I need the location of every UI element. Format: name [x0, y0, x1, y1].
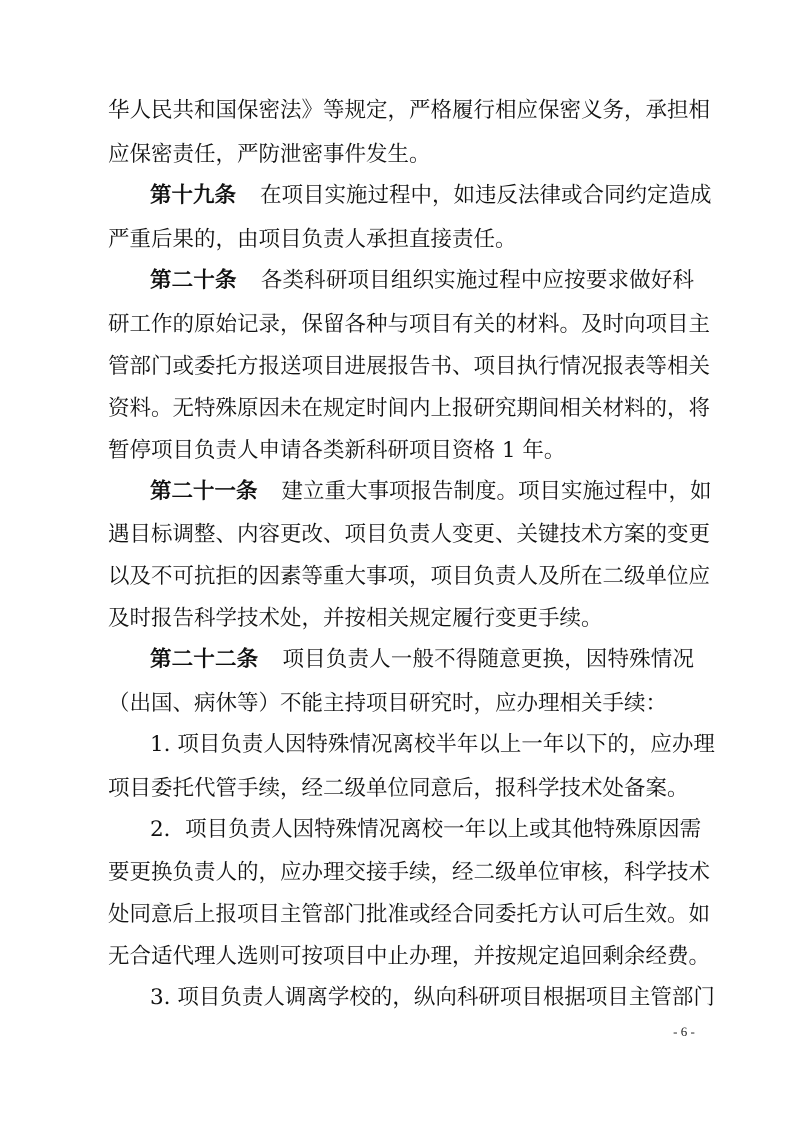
article-21-text-line-3: 以及不可抗拒的因素等重大事项，项目负责人及所在二级单位应: [108, 564, 711, 589]
article-21-paragraph-start: [150, 477, 712, 507]
article-20-text-line-4: 资料。无特殊原因未在规定时间内上报研究期间相关材料的，将: [108, 396, 711, 421]
continuation-line-1: 华人民共和国保密法》等规定，严格履行相应保密义务，承担相: [108, 98, 711, 123]
item-1-text-line-1: 1. 项目负责人因特殊情况离校半年以上一年以下的，应办理: [150, 732, 715, 757]
article-22-text-line-2: （出国、病休等）不能主持项目研究时，应办理相关手续：: [108, 691, 668, 716]
article-19-paragraph-start: [150, 181, 712, 211]
article-20-paragraph-start: [150, 266, 694, 296]
item-1-text-line-2: 项目委托代管手续，经二级单位同意后，报科学技术处备案。: [108, 776, 689, 801]
continuation-line-2: 应保密责任，严防泄密事件发生。: [108, 142, 431, 167]
item-2-text-line-3: 处同意后上报项目主管部门批准或经合同委托方认可后生效。如: [108, 902, 711, 927]
article-19-heading: 第十九条: [150, 183, 237, 208]
article-21-text-line-2: 遇目标调整、内容更改、项目负责人变更、关键技术方案的变更: [108, 522, 711, 547]
item-2-text-line-2: 要更换负责人的，应办理交接手续，经二级单位审核，科学技术: [108, 860, 711, 885]
article-19-text-line-1: 在项目实施过程中，如违反法律或合同约定造成: [260, 183, 712, 208]
article-20-text-line-5: 暂停项目负责人申请各类新科研项目资格 1 年。: [108, 438, 566, 463]
article-22-text-line-1: 项目负责人一般不得随意更换，因特殊情况: [282, 647, 694, 672]
article-19-text-line-2: 严重后果的，由项目负责人承担直接责任。: [108, 227, 517, 252]
article-20-text-line-3: 管部门或委托方报送项目进展报告书、项目执行情况报表等相关: [108, 354, 711, 379]
article-21-text-line-4: 及时报告科学技术处，并按相关规定履行变更手续。: [108, 606, 603, 631]
article-21-text-line-1: 建立重大事项报告制度。项目实施过程中，如: [281, 479, 712, 504]
item-2-text-line-1: 2．项目负责人因特殊情况离校一年以上或其他特殊原因需: [150, 817, 702, 842]
item-3-text-line-1: 3. 项目负责人调离学校的，纵向科研项目根据项目主管部门: [150, 985, 715, 1010]
article-20-heading: 第二十条: [150, 268, 237, 293]
article-20-text-line-2: 研工作的原始记录，保留各种与项目有关的材料。及时向项目主: [108, 312, 711, 337]
article-22-paragraph-start: [150, 645, 694, 675]
page-number: - 6 -: [673, 1024, 695, 1039]
article-21-heading: 第二十一条: [150, 479, 258, 504]
item-2-text-line-4: 无合适代理人选则可按项目中止办理，并按规定追回剩余经费。: [108, 944, 711, 969]
article-20-text-line-1: 各类科研项目组织实施过程中应按要求做好科: [260, 268, 694, 293]
article-22-heading: 第二十二条: [150, 647, 259, 672]
